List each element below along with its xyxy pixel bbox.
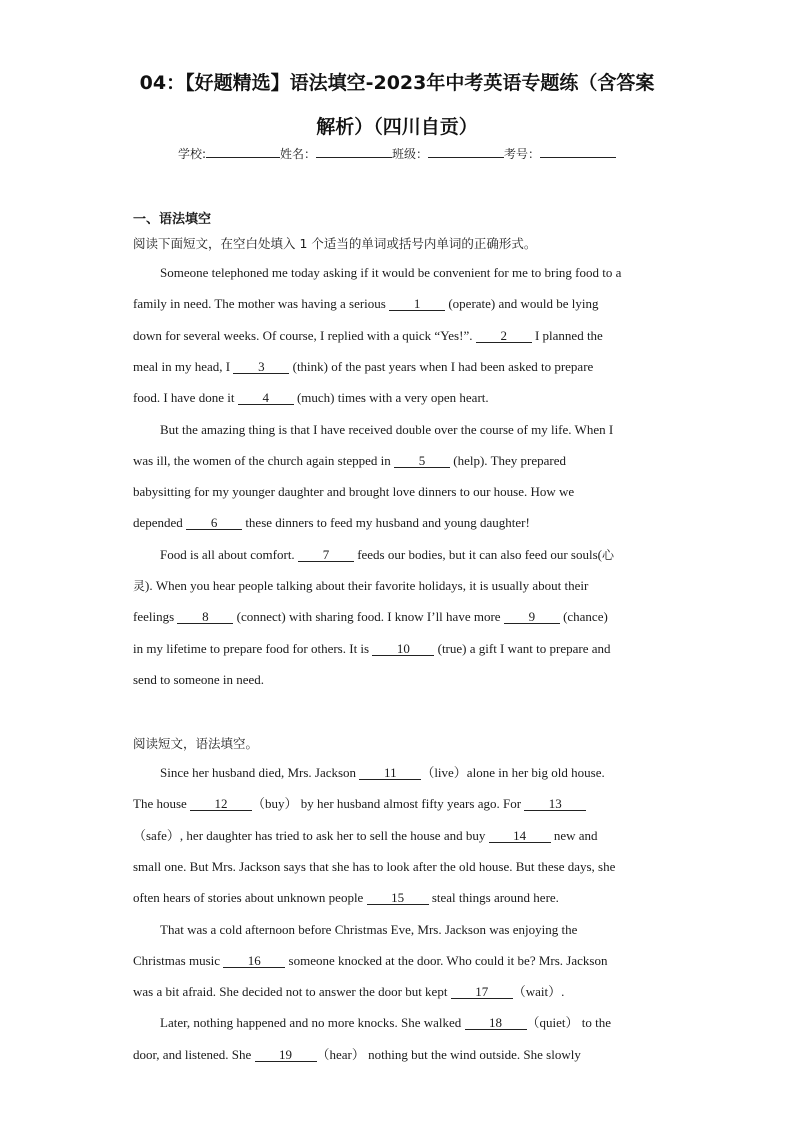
line-text: family in need. The mother was having a serious bbox=[133, 296, 390, 312]
school-field[interactable] bbox=[206, 145, 280, 158]
passage-line bbox=[133, 515, 663, 531]
chinese-gloss: 心 bbox=[601, 547, 614, 562]
line-text: was ill, the women of the church again stepped in bbox=[133, 452, 395, 468]
answer-blank-10[interactable]: 10 bbox=[372, 642, 434, 656]
line-text: Christmas music bbox=[133, 952, 224, 968]
line-text: （wait）. bbox=[512, 984, 565, 1000]
line-text: meal in my head, I bbox=[133, 358, 234, 374]
line-text: Food is all about comfort. bbox=[160, 546, 298, 562]
passage-line bbox=[133, 453, 663, 469]
answer-blank-9[interactable]: 9 bbox=[504, 610, 560, 624]
passage-line bbox=[133, 390, 663, 406]
line-text: But the amazing thing is that I have received double over the course of my life. When I bbox=[160, 421, 614, 437]
line-text: （buy） by her husband almost fifty years ago. For bbox=[252, 796, 525, 812]
answer-blank-1[interactable]: 1 bbox=[389, 297, 445, 311]
passage-line bbox=[133, 578, 663, 594]
line-text: (true) a gift I want to prepare and bbox=[434, 640, 611, 656]
passage-line bbox=[133, 953, 663, 969]
answer-blank-2[interactable]: 2 bbox=[476, 329, 532, 343]
answer-blank-3[interactable]: 3 bbox=[233, 360, 289, 374]
line-text: (much) times with a very open heart. bbox=[293, 390, 489, 406]
line-text: I planned the bbox=[531, 327, 603, 343]
line-text: depended bbox=[133, 515, 187, 531]
line-text: (think) of the past years when I had been asked to prepare bbox=[289, 358, 594, 374]
answer-blank-12[interactable]: 12 bbox=[190, 797, 252, 811]
line-text: The house bbox=[133, 796, 191, 812]
passage-line bbox=[133, 984, 663, 1000]
line-text: feelings bbox=[133, 609, 178, 625]
class-field[interactable] bbox=[428, 145, 504, 158]
number-label: 考号： bbox=[504, 147, 541, 161]
passage-line bbox=[133, 484, 663, 500]
number-field[interactable] bbox=[540, 145, 616, 158]
chinese-gloss: 灵 bbox=[133, 579, 146, 593]
line-text: feeds our bodies, but it can also feed our souls( bbox=[353, 546, 602, 562]
line-text: down for several weeks. Of course, I replied with a quick “Yes!”. bbox=[133, 327, 476, 343]
line-text: （quiet） to the bbox=[526, 1015, 612, 1031]
student-info-row bbox=[0, 145, 794, 162]
name-field[interactable] bbox=[316, 145, 392, 158]
line-text: was a bit afraid. She decided not to answer the door but kept bbox=[133, 984, 451, 1000]
line-text: （live）alone in her big old house. bbox=[421, 765, 605, 780]
section-heading: 一、语法填空 bbox=[133, 212, 212, 227]
passage-line bbox=[160, 922, 663, 938]
name-label: 姓名： bbox=[280, 147, 317, 161]
line-text: small one. But Mrs. Jackson says that she has to look after the old house. But these days, she bbox=[133, 858, 616, 874]
passage-line bbox=[133, 1047, 663, 1063]
line-text: these dinners to feed my husband and young daughter! bbox=[242, 515, 530, 531]
passage-line bbox=[133, 296, 663, 312]
line-text: (chance) bbox=[559, 609, 608, 625]
line-text: in my lifetime to prepare food for others. It is bbox=[133, 640, 373, 656]
passage-line bbox=[133, 796, 663, 812]
line-text: new and bbox=[550, 827, 598, 843]
answer-blank-14[interactable]: 14 bbox=[489, 829, 551, 843]
answer-blank-6[interactable]: 6 bbox=[186, 516, 242, 530]
answer-blank-7[interactable]: 7 bbox=[298, 548, 354, 562]
passage-line bbox=[160, 265, 663, 281]
passage-line bbox=[160, 1015, 663, 1031]
line-text: babysitting for my younger daughter and brought love dinners to our house. How we bbox=[133, 484, 575, 500]
line-text: send to someone in need. bbox=[133, 671, 265, 687]
line-text: （safe）, her daughter has tried to ask her to sell the house and buy bbox=[133, 827, 489, 843]
answer-blank-16[interactable]: 16 bbox=[223, 954, 285, 968]
line-text: ). When you hear people talking about their favorite holidays, it is usually about their bbox=[145, 578, 589, 593]
school-label: 学校: bbox=[177, 147, 206, 161]
line-text: Someone telephoned me today asking if it would be convenient for me to bring food to a bbox=[160, 265, 622, 280]
line-text: That was a cold afternoon before Christmas Eve, Mrs. Jackson was enjoying the bbox=[160, 921, 578, 937]
answer-blank-5[interactable]: 5 bbox=[394, 454, 450, 468]
passage-line bbox=[160, 422, 663, 438]
class-label: 班级： bbox=[392, 147, 429, 161]
line-text: (operate) and would be lying bbox=[445, 296, 599, 312]
passage-line bbox=[160, 765, 663, 781]
line-text: food. I have done it bbox=[133, 390, 238, 406]
passage-line bbox=[133, 609, 663, 625]
line-text: steal things around here. bbox=[428, 890, 559, 906]
document-title-line2: 解析）（四川自贡） bbox=[316, 116, 478, 138]
passage-line bbox=[133, 890, 663, 906]
line-text: often hears of stories about unknown people bbox=[133, 890, 367, 906]
document-title-line1: 04：【好题精选】语法填空-2023年中考英语专题练（含答案 bbox=[139, 72, 655, 94]
line-text: someone knocked at the door. Who could it be? Mrs. Jackson bbox=[285, 952, 608, 968]
answer-blank-19[interactable]: 19 bbox=[255, 1048, 317, 1062]
section2-instruction: 阅读短文，语法填空。 bbox=[133, 736, 259, 751]
answer-blank-4[interactable]: 4 bbox=[238, 391, 294, 405]
answer-blank-8[interactable]: 8 bbox=[177, 610, 233, 624]
line-text: door, and listened. She bbox=[133, 1046, 255, 1062]
line-text: Later, nothing happened and no more knocks. She walked bbox=[160, 1015, 465, 1031]
answer-blank-17[interactable]: 17 bbox=[451, 985, 513, 999]
answer-blank-13[interactable]: 13 bbox=[524, 797, 586, 811]
passage-line bbox=[160, 547, 663, 563]
line-text: (connect) with sharing food. I know I’ll have more bbox=[233, 609, 504, 625]
passage-line bbox=[133, 828, 663, 844]
answer-blank-15[interactable]: 15 bbox=[367, 891, 429, 905]
passage-line bbox=[133, 328, 663, 344]
passage-line bbox=[133, 672, 663, 688]
line-text: (help). They prepared bbox=[450, 452, 566, 468]
answer-blank-18[interactable]: 18 bbox=[465, 1016, 527, 1030]
section1-instruction: 阅读下面短文，在空白处填入 1 个适当的单词或括号内单词的正确形式。 bbox=[133, 236, 537, 251]
answer-blank-11[interactable]: 11 bbox=[359, 766, 421, 780]
passage-line bbox=[133, 859, 663, 875]
line-text: （hear） nothing but the wind outside. She slowly bbox=[316, 1046, 581, 1062]
line-text: Since her husband died, Mrs. Jackson bbox=[160, 765, 360, 780]
passage-line bbox=[133, 641, 663, 657]
passage-line bbox=[133, 359, 663, 375]
